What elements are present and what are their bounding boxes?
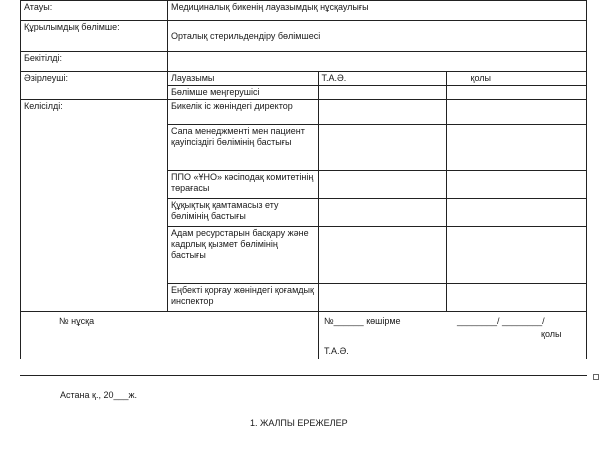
col-signature: қолы [446, 72, 587, 86]
document-header-table [20, 0, 587, 359]
copy-blank-line: ________/ ________/ [457, 316, 545, 326]
prepared-table [168, 72, 587, 99]
agreed-row [21, 100, 587, 312]
unit-row [21, 21, 587, 52]
copy-label: №______ көшірме [324, 316, 401, 326]
approved-row [21, 52, 587, 72]
agreed-item: ППО «ҰНО» кәсіподақ комитетінің төрағасы [168, 170, 587, 198]
footer-row [21, 312, 587, 360]
agreed-item: Сапа менеджменті мен пациент қауіпсіздігі бөлімінің бастығы [168, 124, 587, 170]
prepared-position: Бөлімше меңгерушісі [168, 86, 318, 100]
col-position: Лауазымы [168, 72, 318, 86]
title-value: Медициналық бикенің лауазымдық нұсқаулығы [168, 1, 587, 21]
unit-label: Құрылымдық бөлімше: [21, 21, 168, 52]
approved-label: Бекітілді: [21, 52, 168, 72]
prepared-row [21, 72, 587, 100]
fio-label: Т.А.Ә. [324, 346, 349, 356]
agreed-label: Келісілді: [21, 100, 168, 312]
title-row [21, 1, 587, 21]
agreed-item: Еңбекті қорғау жөніндегі қоғамдық инспектор [168, 283, 587, 311]
section-heading: 1. ЖАЛПЫ ЕРЕЖЕЛЕР [250, 418, 348, 428]
version-label: № нұсқа [59, 316, 95, 326]
table-bottom-border [20, 375, 587, 376]
city-date: Астана қ., 20___ж. [60, 390, 137, 400]
agreed-item: Бикелік іс жөніндегі директор [168, 100, 587, 124]
agreed-item: Адам ресурстарын басқару және кадрлық қызмет бөлімінің бастығы [168, 226, 587, 283]
signature-label: қолы [541, 329, 562, 339]
footer-divider [318, 312, 319, 359]
agreed-item: Құқықтық қамтамасыз ету бөлімінің бастығы [168, 198, 587, 226]
unit-value: Орталық стерильдендіру бөлімшесі [168, 21, 587, 52]
title-label: Атауы: [21, 1, 168, 21]
col-name: Т.А.Ә. [318, 72, 446, 86]
approved-value [168, 52, 587, 72]
table-resize-handle[interactable] [593, 374, 599, 380]
prepared-label: Әзірлеуші: [21, 72, 168, 100]
agreed-table [168, 100, 587, 311]
